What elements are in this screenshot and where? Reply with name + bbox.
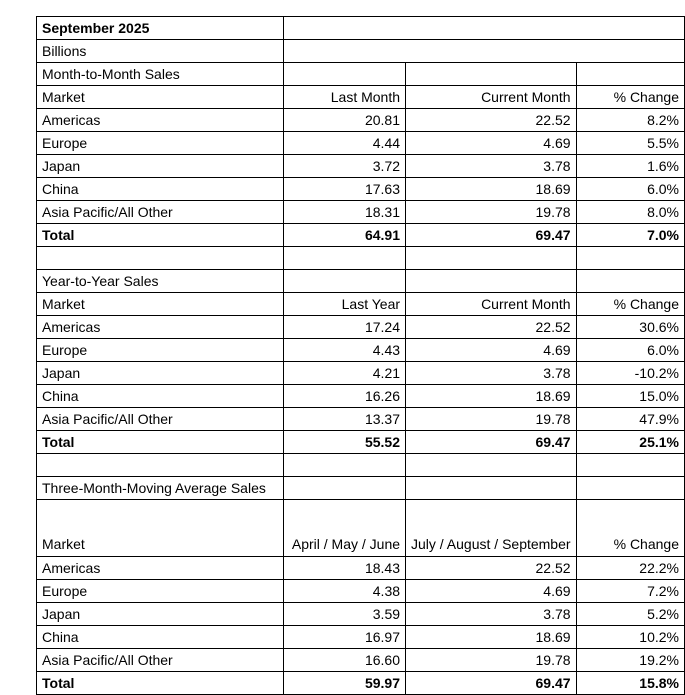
pct-change-value: 30.6% xyxy=(576,316,684,339)
spacer-row xyxy=(37,247,685,270)
change-header: % Change xyxy=(576,86,684,109)
prior-header: Last Year xyxy=(283,293,405,316)
section-title: Three-Month-Moving Average Sales xyxy=(37,477,284,500)
prior-value: 3.72 xyxy=(283,155,405,178)
total-label: Total xyxy=(37,224,284,247)
current-value: 4.69 xyxy=(406,580,577,603)
current-value: 19.78 xyxy=(406,201,577,224)
empty-cell xyxy=(576,63,684,86)
total-prior-value: 59.97 xyxy=(283,672,405,695)
pct-change-value: 19.2% xyxy=(576,649,684,672)
current-header: July / August / September xyxy=(406,500,577,557)
market-header: Market xyxy=(37,86,284,109)
market-label: Japan xyxy=(37,362,284,385)
market-label: China xyxy=(37,385,284,408)
prior-value: 16.26 xyxy=(283,385,405,408)
market-label: Americas xyxy=(37,557,284,580)
total-row xyxy=(37,224,685,247)
market-label: China xyxy=(37,626,284,649)
market-row xyxy=(37,626,685,649)
total-current-value: 69.47 xyxy=(406,224,577,247)
empty-cell xyxy=(283,247,405,270)
pct-change-value: 10.2% xyxy=(576,626,684,649)
market-row xyxy=(37,316,685,339)
empty-cell xyxy=(283,270,405,293)
pct-change-value: 6.0% xyxy=(576,339,684,362)
current-value: 3.78 xyxy=(406,362,577,385)
prior-value: 16.97 xyxy=(283,626,405,649)
market-row xyxy=(37,385,685,408)
empty-cell xyxy=(576,270,684,293)
prior-value: 4.38 xyxy=(283,580,405,603)
market-row xyxy=(37,109,685,132)
market-label: Americas xyxy=(37,109,284,132)
current-value: 3.78 xyxy=(406,155,577,178)
market-label: Americas xyxy=(37,316,284,339)
current-value: 22.52 xyxy=(406,557,577,580)
empty-cell xyxy=(576,454,684,477)
market-row xyxy=(37,132,685,155)
market-label: Asia Pacific/All Other xyxy=(37,201,284,224)
total-pct-change-value: 7.0% xyxy=(576,224,684,247)
report-title: September 2025 xyxy=(37,17,284,40)
change-header: % Change xyxy=(576,293,684,316)
column-headers-row xyxy=(37,500,685,557)
market-label: Asia Pacific/All Other xyxy=(37,408,284,431)
prior-value: 4.21 xyxy=(283,362,405,385)
pct-change-value: 8.2% xyxy=(576,109,684,132)
market-label: Japan xyxy=(37,603,284,626)
market-row xyxy=(37,201,685,224)
prior-value: 3.59 xyxy=(283,603,405,626)
current-value: 4.69 xyxy=(406,132,577,155)
empty-cell xyxy=(37,247,284,270)
market-row xyxy=(37,339,685,362)
prior-value: 16.60 xyxy=(283,649,405,672)
current-value: 18.69 xyxy=(406,385,577,408)
empty-cell xyxy=(37,454,284,477)
market-label: Europe xyxy=(37,580,284,603)
empty-cell xyxy=(283,63,405,86)
section-title: Month-to-Month Sales xyxy=(37,63,284,86)
current-value: 19.78 xyxy=(406,408,577,431)
section-title-row xyxy=(37,270,685,293)
empty-cell xyxy=(576,477,684,500)
market-row xyxy=(37,178,685,201)
current-value: 18.69 xyxy=(406,626,577,649)
total-label: Total xyxy=(37,672,284,695)
total-pct-change-value: 25.1% xyxy=(576,431,684,454)
total-prior-value: 55.52 xyxy=(283,431,405,454)
empty-cell xyxy=(406,63,577,86)
market-label: Europe xyxy=(37,132,284,155)
empty-cell xyxy=(283,40,684,63)
pct-change-value: 6.0% xyxy=(576,178,684,201)
current-value: 22.52 xyxy=(406,316,577,339)
pct-change-value: 15.0% xyxy=(576,385,684,408)
empty-cell xyxy=(576,247,684,270)
section-title: Year-to-Year Sales xyxy=(37,270,284,293)
empty-cell xyxy=(283,454,405,477)
total-pct-change-value: 15.8% xyxy=(576,672,684,695)
empty-cell xyxy=(406,270,577,293)
section-title-row xyxy=(37,477,685,500)
total-current-value: 69.47 xyxy=(406,431,577,454)
empty-cell xyxy=(406,247,577,270)
market-row xyxy=(37,408,685,431)
units-label: Billions xyxy=(37,40,284,63)
total-row xyxy=(37,431,685,454)
market-label: Europe xyxy=(37,339,284,362)
empty-cell xyxy=(283,17,684,40)
pct-change-value: 5.5% xyxy=(576,132,684,155)
prior-value: 18.31 xyxy=(283,201,405,224)
total-prior-value: 64.91 xyxy=(283,224,405,247)
column-headers-row xyxy=(37,86,685,109)
current-value: 4.69 xyxy=(406,339,577,362)
prior-value: 17.63 xyxy=(283,178,405,201)
report-title-row xyxy=(37,17,685,40)
current-value: 19.78 xyxy=(406,649,577,672)
prior-value: 17.24 xyxy=(283,316,405,339)
current-value: 3.78 xyxy=(406,603,577,626)
column-headers-row xyxy=(37,293,685,316)
prior-value: 4.43 xyxy=(283,339,405,362)
units-row xyxy=(37,40,685,63)
current-value: 22.52 xyxy=(406,109,577,132)
sales-report-table xyxy=(36,16,685,695)
pct-change-value: 7.2% xyxy=(576,580,684,603)
prior-header: April / May / June xyxy=(283,500,405,557)
pct-change-value: -10.2% xyxy=(576,362,684,385)
prior-value: 20.81 xyxy=(283,109,405,132)
market-label: China xyxy=(37,178,284,201)
pct-change-value: 5.2% xyxy=(576,603,684,626)
prior-value: 18.43 xyxy=(283,557,405,580)
market-row xyxy=(37,362,685,385)
change-header: % Change xyxy=(576,500,684,557)
market-row xyxy=(37,155,685,178)
current-header: Current Month xyxy=(406,293,577,316)
section-title-row xyxy=(37,63,685,86)
total-current-value: 69.47 xyxy=(406,672,577,695)
pct-change-value: 22.2% xyxy=(576,557,684,580)
empty-cell xyxy=(406,454,577,477)
market-row xyxy=(37,580,685,603)
empty-cell xyxy=(283,477,405,500)
empty-cell xyxy=(406,477,577,500)
prior-value: 4.44 xyxy=(283,132,405,155)
market-label: Asia Pacific/All Other xyxy=(37,649,284,672)
total-label: Total xyxy=(37,431,284,454)
spacer-row xyxy=(37,454,685,477)
pct-change-value: 8.0% xyxy=(576,201,684,224)
market-label: Japan xyxy=(37,155,284,178)
market-header: Market xyxy=(37,293,284,316)
market-row xyxy=(37,557,685,580)
pct-change-value: 1.6% xyxy=(576,155,684,178)
market-header: Market xyxy=(37,500,284,557)
pct-change-value: 47.9% xyxy=(576,408,684,431)
market-row xyxy=(37,603,685,626)
prior-value: 13.37 xyxy=(283,408,405,431)
current-header: Current Month xyxy=(406,86,577,109)
current-value: 18.69 xyxy=(406,178,577,201)
prior-header: Last Month xyxy=(283,86,405,109)
market-row xyxy=(37,649,685,672)
